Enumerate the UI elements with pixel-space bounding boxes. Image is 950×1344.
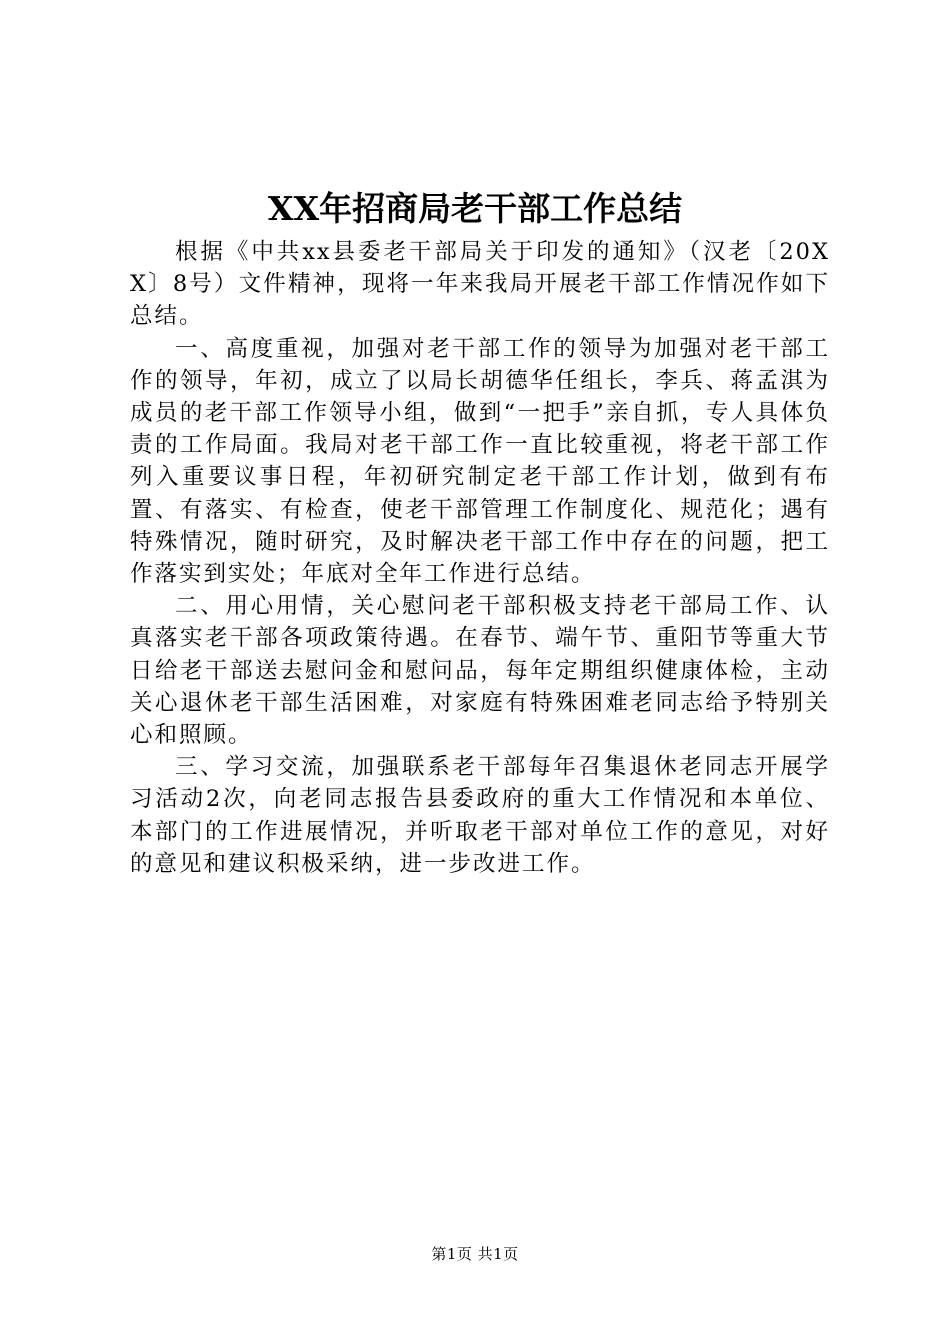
paragraph-section-2: 二、用心用情，关心慰问老干部积极支持老干部局工作、认真落实老干部各项政策待遇。在春节、端午节、重阳节等重大节日给老干部送去慰问金和慰问品，每年定期组织健康体检，主动关心退休老干部生活困难，对家庭有特殊困难老同志给予特别关心和照顾。 <box>130 593 830 749</box>
paragraph-section-1: 一、高度重视，加强对老干部工作的领导为加强对老干部工作的领导，年初，成立了以局长胡德华任组长，李兵、蒋孟淇为成员的老干部工作领导小组，做到“一把手”亲自抓，专人具体负责的工作局面。我局对老干部工作一直比较重视，将老干部工作列入重要议事日程，年初研究制定老干部工作计划，做到有布置、有落实、有检查，使老干部管理工作制度化、规范化；遇有特殊情况，随时研究，及时解决老干部工作中存在的问题，把工作落实到实处；年底对全年工作进行总结。 <box>130 335 830 588</box>
document-body <box>130 236 830 880</box>
document-title: XX年招商局老干部工作总结 <box>267 189 683 228</box>
paragraph-intro: 根据《中共xx县委老干部局关于印发的通知》（汉老〔20XX〕8号）文件精神，现将一年来我局开展老干部工作情况作如下总结。 <box>130 239 830 330</box>
page-footer: 第1页 共1页 <box>431 1245 519 1263</box>
paragraph-section-3: 三、学习交流，加强联系老干部每年召集退休老同志开展学习活动2次，向老同志报告县委政府的重大工作情况和本单位、本部门的工作进展情况，并听取老干部对单位工作的意见，对好的意见和建议积极采纳，进一步改进工作。 <box>130 754 830 877</box>
